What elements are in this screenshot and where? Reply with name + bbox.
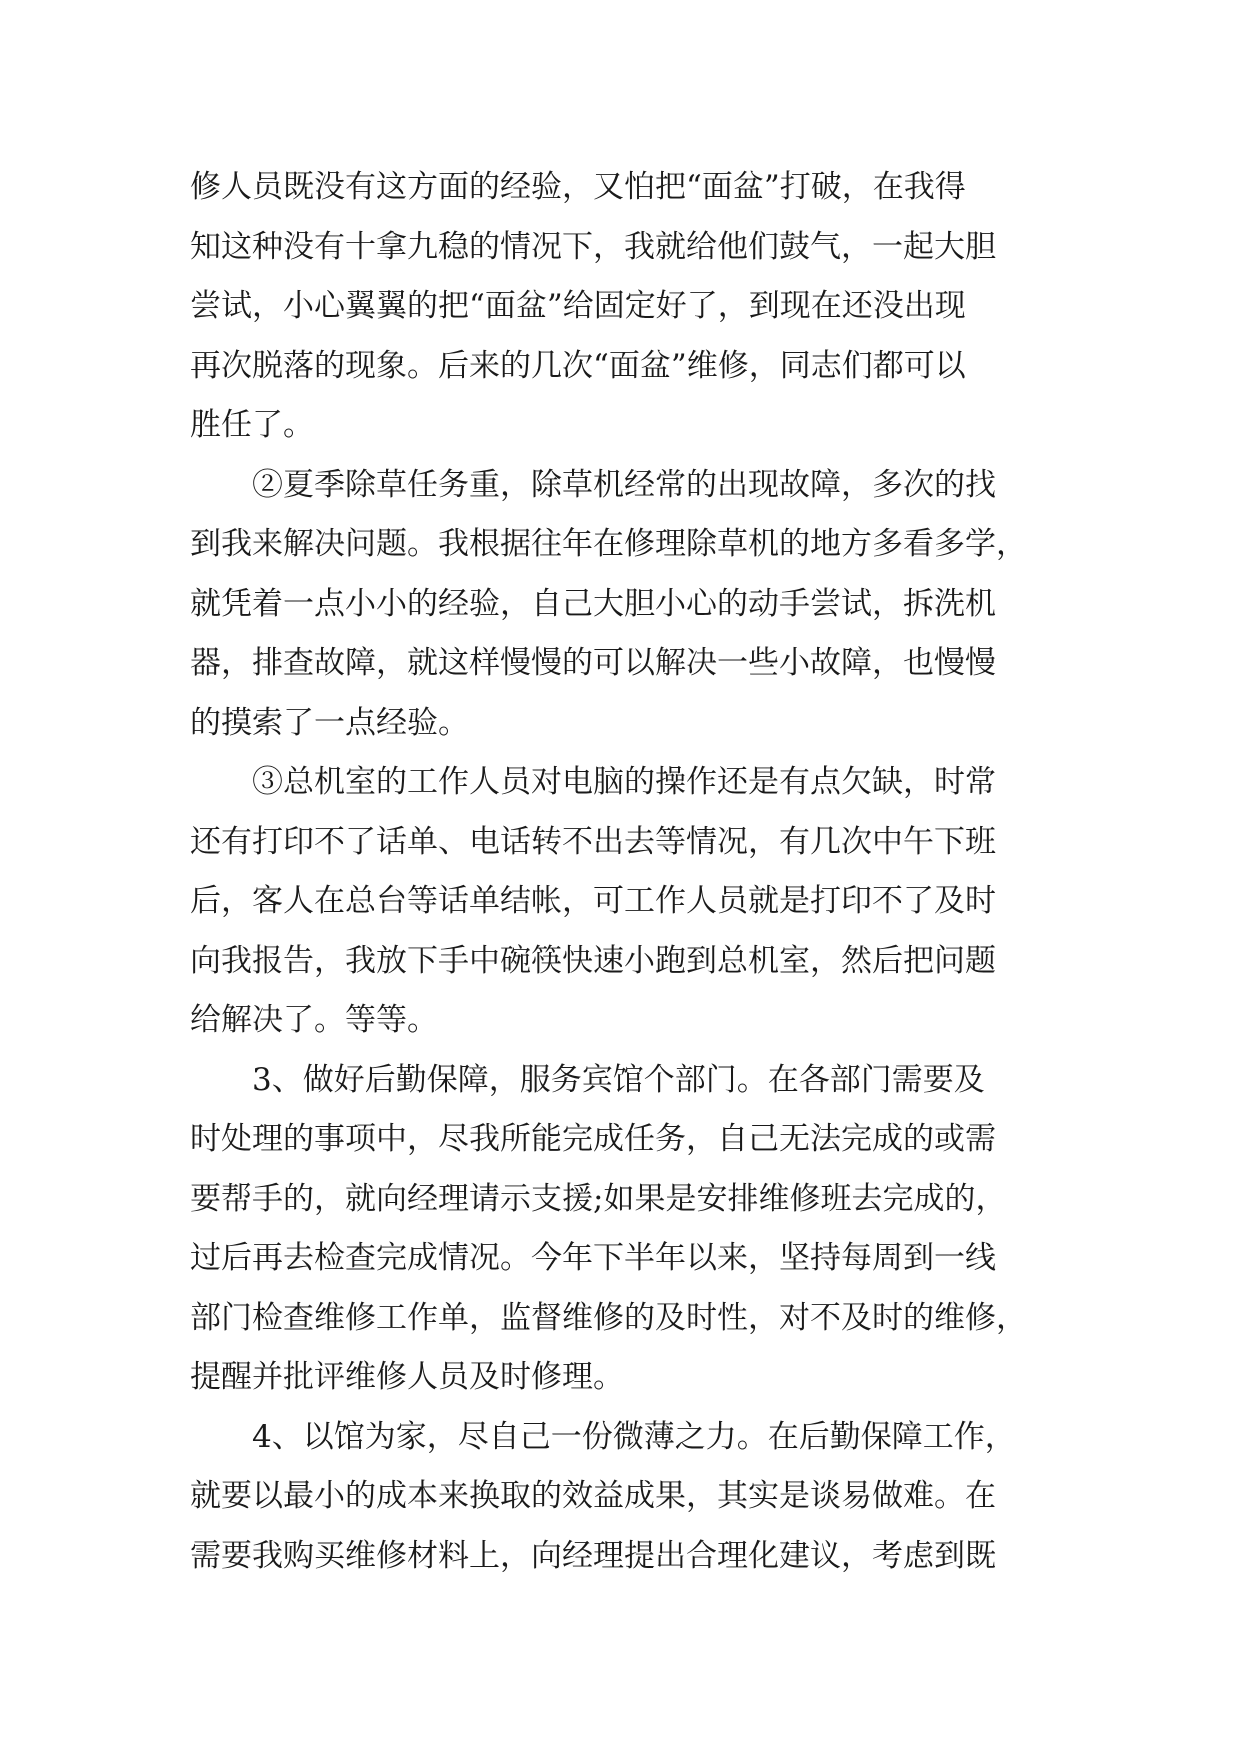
text-line: 过后再去检查完成情况。今年下半年以来，坚持每周到一线 <box>190 1240 996 1276</box>
text-line: ③总机室的工作人员对电脑的操作还是有点欠缺，时常 <box>252 764 996 800</box>
text-line: 3、做好后勤保障，服务宾馆个部门。在各部门需要及 <box>252 1061 985 1098</box>
text-line: 给解决了。等等。 <box>190 1002 438 1038</box>
text-line: ②夏季除草任务重，除草机经常的出现故障，多次的找 <box>252 466 996 503</box>
text-line: 后，客人在总台等话单结帐，可工作人员就是打印不了及时 <box>190 883 996 919</box>
text-line: 尝试，小心翼翼的把“面盆”给固定好了，到现在还没出现 <box>190 288 966 324</box>
text-line: 就凭着一点小小的经验，自己大胆小心的动手尝试，拆洗机 <box>190 585 996 622</box>
text-line: 部门检查维修工作单，监督维修的及时性，对不及时的维修， <box>190 1299 1027 1336</box>
text-line: 4、以馆为家，尽自己一份微薄之力。在后勤保障工作， <box>252 1418 1016 1455</box>
text-line: 到我来解决问题。我根据往年在修理除草机的地方多看多学， <box>190 526 1027 562</box>
text-line: 要帮手的，就向经理请示支援;如果是安排维修班去完成的， <box>190 1180 1007 1217</box>
text-line: 需要我购买维修材料上，向经理提出合理化建议，考虑到既 <box>190 1537 996 1574</box>
body-text <box>190 158 1060 1586</box>
text-line: 向我报告，我放下手中碗筷快速小跑到总机室，然后把问题 <box>190 942 996 979</box>
text-line: 修人员既没有这方面的经验，又怕把“面盆”打破，在我得 <box>190 169 966 205</box>
text-line: 器，排查故障，就这样慢慢的可以解决一些小故障，也慢慢 <box>190 645 996 681</box>
text-line: 胜任了。 <box>190 407 314 443</box>
text-line: 就要以最小的成本来换取的效益成果，其实是谈易做难。在 <box>190 1478 996 1514</box>
text-line: 再次脱落的现象。后来的几次“面盆”维修，同志们都可以 <box>190 347 966 384</box>
text-line: 提醒并批评维修人员及时修理。 <box>190 1359 624 1395</box>
text-line: 还有打印不了话单、电话转不出去等情况，有几次中午下班 <box>190 823 996 860</box>
text-line: 知这种没有十拿九稳的情况下，我就给他们鼓气，一起大胆 <box>190 228 996 265</box>
text-line: 时处理的事项中，尽我所能完成任务，自己无法完成的或需 <box>190 1121 996 1157</box>
text-line: 的摸索了一点经验。 <box>190 704 469 741</box>
